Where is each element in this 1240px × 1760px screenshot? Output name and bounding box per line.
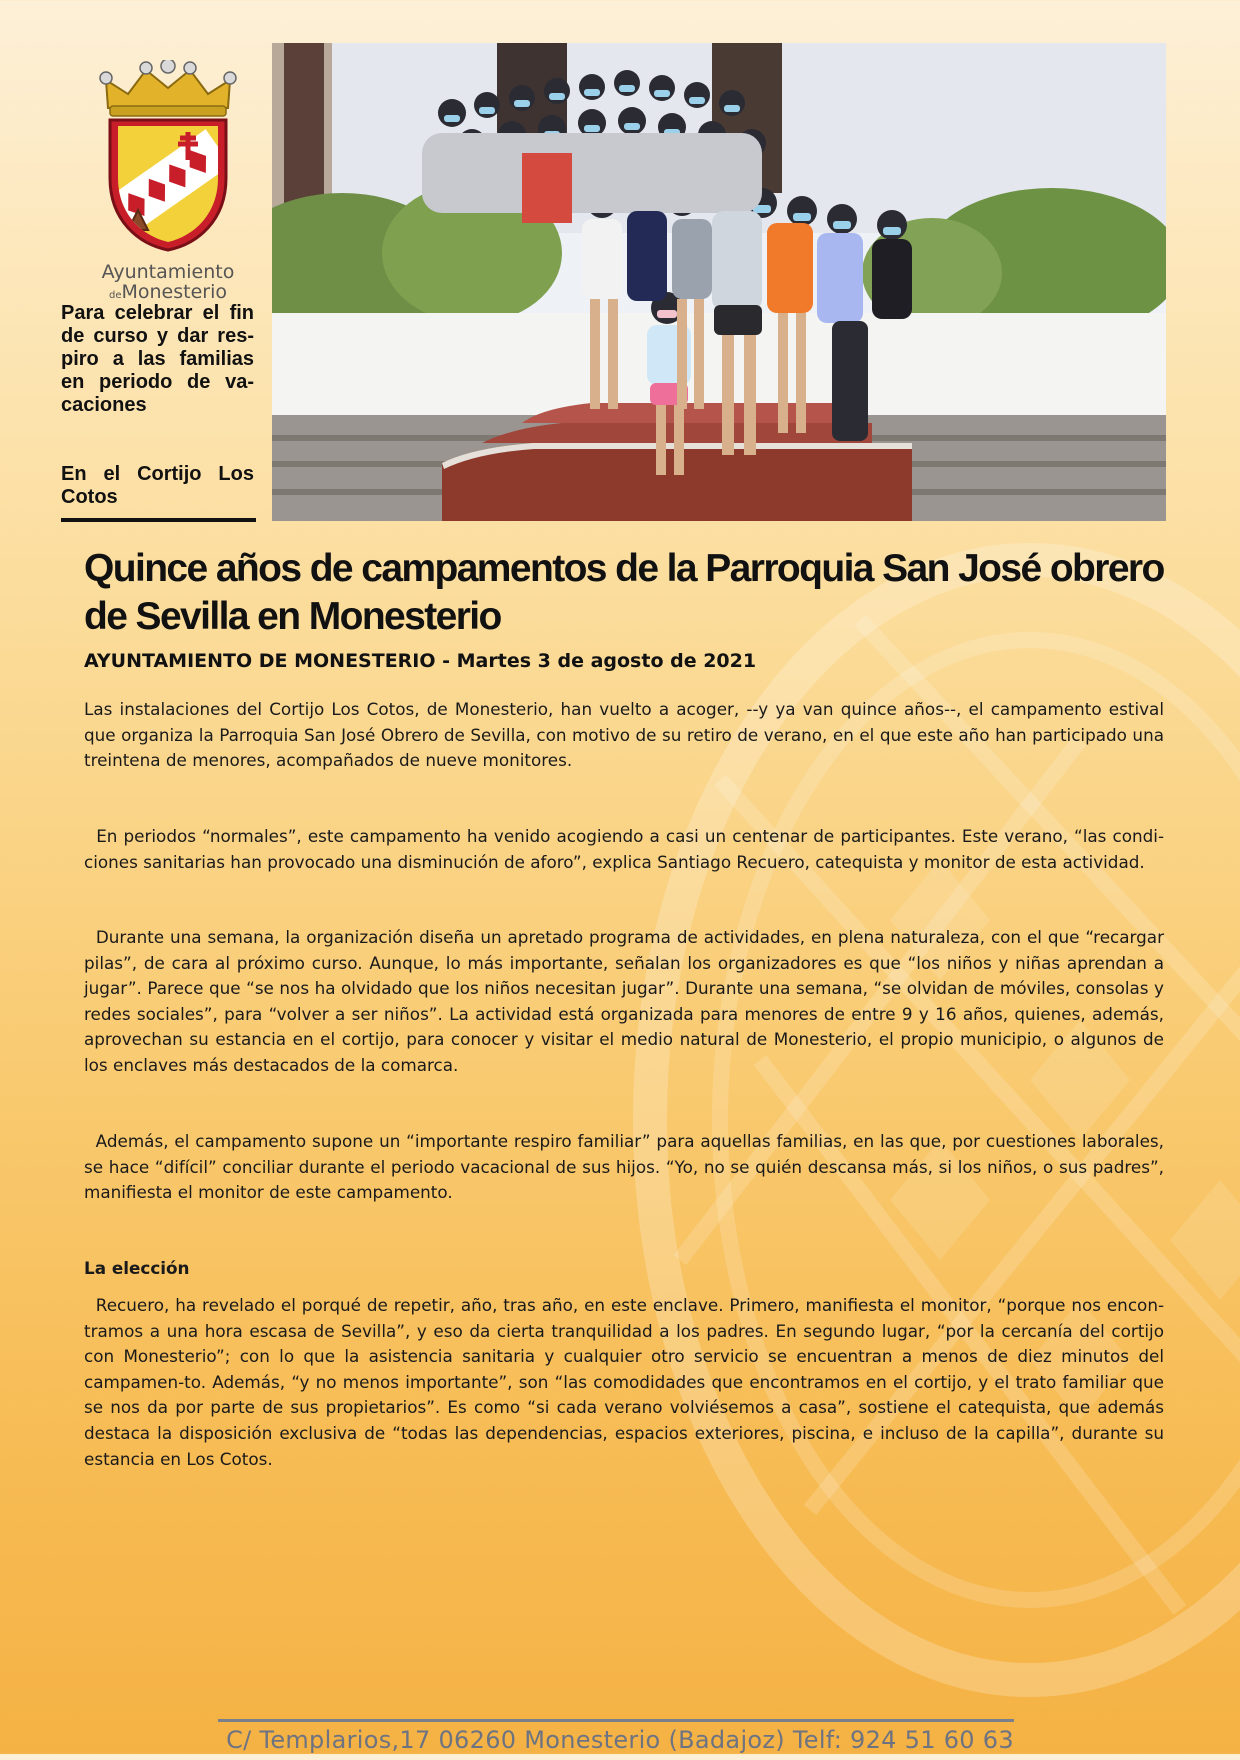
article-paragraph-2	[84, 824, 1164, 875]
logo-line-2-name: Monesterio	[121, 281, 227, 303]
section-subheading: La elección	[84, 1258, 190, 1278]
article-paragraph-4-text: Además, el campamento supone un “importante respiro familiar” para aquellas familias, en las que, por cuestiones laborales, se hace “difícil” conciliar durante el periodo vacacional de sus hijos. “Yo, no se quién descansa más, si los niños, o sus padres”, manifiesta el monitor de este campamento.	[84, 1131, 1164, 1203]
article-paragraph-2-text: En periodos “normales”, este campamento ha venido acogiendo a casi un centenar de participantes. Este verano, “las condi-ciones sanitarias han provocado una disminución de aforo”, explica Santiago Recuero, catequista y monitor de esta actividad.	[84, 826, 1165, 872]
coat-of-arms-icon	[88, 60, 248, 260]
logo-caption	[88, 262, 248, 306]
location-text: En el Cortijo Los Cotos	[61, 463, 254, 508]
campers-group-image	[272, 43, 1166, 521]
article-paragraph-3-text: Durante una semana, la organización diseña un apretado programa de actividades, en plena naturaleza, con el que “recargar pilas”, de cara al próximo curso. Aunque, lo más importante, señalan los organizadores es que “los niños y niñas aprendan a jugar”. Parece que “se nos ha olvidado que los niños necesitan jugar”. Durante una semana, “se olvidan de móviles, consolas y redes sociales”, para “volver a ser niños”. La actividad está organizada para menores de entre 9 y 16 años, quienes, además, aprovechan su estancia en el cortijo, para conocer y visitar el medio natural de Monesterio, el propio municipio, o algunos de los enclaves más destacados de la comarca.	[84, 927, 1164, 1075]
kicker-divider	[61, 518, 256, 522]
article-paragraph-5-text: Recuero, ha revelado el porqué de repetir, año, tras año, en este enclave. Primero, manifiesta el monitor, “porque nos encon-tramos a una hora escasa de Sevilla”, y eso da cierta tranquilidad a los padres. En segundo lugar, “por la cercanía del cortijo con Monesterio”; con lo que la asistencia sanitaria y cualquier otro servicio se encuentran a menos de diez minutos del campamen-to. Además, “y no menos importante”, son “las comodidades que encontramos en el cortijo, y el trato familiar que se nos da por parte de sus propietarios”. Es como “si cada verano volviésemos a casa”, sostiene el catequista, que además destaca la disposición exclusiva de “todas las dependencias, espacios exteriores, piscina, e incluso de la capilla”, durante su estancia en Los Cotos.	[84, 1295, 1165, 1469]
article-headline: Quince años de campamentos de la Parroquia San José obrero de Sevilla en Monesterio	[84, 547, 1164, 638]
article-paragraph-3	[84, 925, 1164, 1079]
kicker-text: Para celebrar el fin de curso y dar res-piro a las familias en periodo de va-caciones	[61, 302, 254, 416]
article-paragraph-4	[84, 1129, 1164, 1206]
logo-line-1: Ayuntamiento	[101, 261, 235, 283]
article-paragraph-1: Las instalaciones del Cortijo Los Cotos, de Monesterio, han vuelto a acoger, --y ya van quince años--, el campamento estival que organiza la Parroquia San José Obrero de Sevilla, con motivo de su retiro de verano, en el que este año han participado una treintena de menores, acompañados de nueve monitores.	[84, 699, 1164, 771]
group-photo	[272, 43, 1166, 521]
article-paragraph-5	[84, 1293, 1164, 1472]
footer-address: C/ Templarios,17 06260 Monesterio (Badajoz) Telf: 924 51 60 63	[226, 1726, 1014, 1754]
municipality-logo	[88, 60, 248, 305]
article-byline: AYUNTAMIENTO DE MONESTERIO - Martes 3 de agosto de 2021	[84, 650, 757, 672]
footer-divider	[218, 1719, 1014, 1722]
logo-line-2-prefix: de	[108, 290, 122, 301]
